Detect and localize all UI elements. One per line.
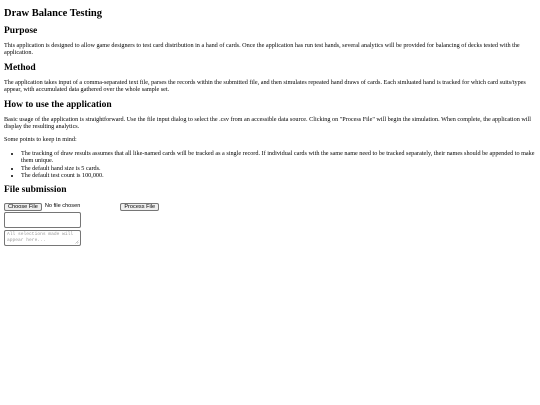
process-file-button[interactable]: Process File bbox=[120, 203, 159, 211]
resize-grip-icon[interactable] bbox=[75, 240, 79, 244]
submission-section bbox=[4, 185, 536, 246]
list-item: • The tracking of draw results assumes that all like-named cards will be tracked as a single record. If individual cards with the same name need to be tracked separately, their names should be appended to make them unique. bbox=[21, 150, 536, 165]
purpose-heading: Purpose bbox=[4, 26, 38, 36]
file-status-text: No file chosen bbox=[44, 203, 81, 210]
method-heading: Method bbox=[4, 62, 36, 73]
usage-heading: How to use the application bbox=[4, 99, 112, 110]
file-input-row bbox=[4, 202, 536, 211]
list-item: • The default hand size is 5 cards. bbox=[21, 165, 536, 172]
purpose-section bbox=[4, 26, 536, 57]
submission-heading: File submission bbox=[4, 185, 67, 196]
selections-placeholder: All selections made will appear here... bbox=[7, 232, 74, 243]
output-textarea[interactable] bbox=[4, 212, 81, 228]
choose-file-button[interactable]: Choose File bbox=[4, 203, 42, 211]
usage-points-list bbox=[4, 150, 536, 180]
list-item: • The default test count is 100,000. bbox=[21, 172, 536, 179]
usage-points-lead: Some points to keep in mind: bbox=[4, 136, 77, 144]
page-title: Draw Balance Testing bbox=[4, 8, 103, 19]
usage-section bbox=[4, 100, 536, 180]
selections-textarea[interactable] bbox=[4, 230, 81, 246]
method-text: The application takes input of a comma-separated text file, parses the records within the submitted file, and then simulates repeated hand draws of cards. Each simluated hand is tracked for which card suits/types appear, with accumulated data gathered over the whole sample set. bbox=[4, 78, 526, 94]
purpose-text: This application is designed to allow game designers to test card distribution in a hand of cards. Once the application has run test hands, several analytics will be provided for balancing of decks tested with the application. bbox=[4, 42, 520, 57]
method-section bbox=[4, 63, 536, 94]
usage-intro: Basic usage of the application is straightforward. Use the file input dialog to select the .csv from an accessible data source. Clicking on "Process File" will begin the simulation. When complete, the application will display the resulting analytics. bbox=[4, 115, 531, 131]
